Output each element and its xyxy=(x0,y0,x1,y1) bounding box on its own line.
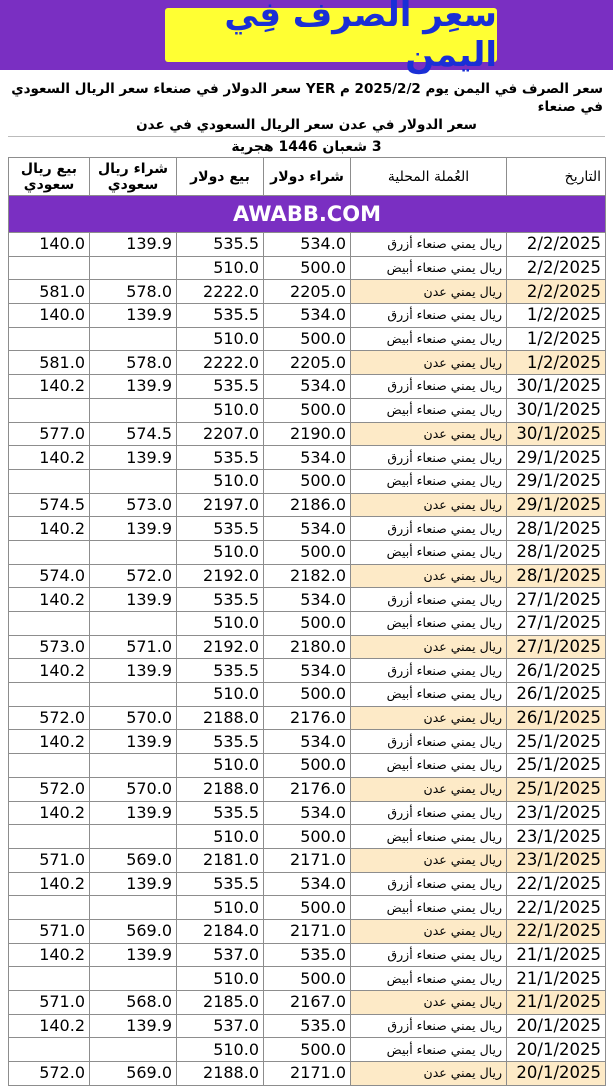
cell-sell-sar: 140.2 xyxy=(9,659,90,683)
cell-sell-sar: 572.0 xyxy=(9,777,90,801)
cell-buy-sar: 139.9 xyxy=(90,943,177,967)
cell-buy-sar: 571.0 xyxy=(90,635,177,659)
cell-sell-usd: 510.0 xyxy=(177,1038,264,1062)
cell-sell-sar: 573.0 xyxy=(9,635,90,659)
cell-buy-sar xyxy=(90,1038,177,1062)
cell-buy-sar: 569.0 xyxy=(90,1062,177,1086)
cell-date: 2/2/2025 xyxy=(507,233,606,257)
cell-date: 23/1/2025 xyxy=(507,848,606,872)
cell-buy-sar: 139.9 xyxy=(90,446,177,470)
table-row xyxy=(9,351,606,375)
cell-buy-sar: 573.0 xyxy=(90,493,177,517)
table-row xyxy=(9,469,606,493)
cell-date: 26/1/2025 xyxy=(507,706,606,730)
cell-sell-usd: 2185.0 xyxy=(177,991,264,1015)
cell-sell-sar: 140.2 xyxy=(9,517,90,541)
cell-buy-usd: 2205.0 xyxy=(264,280,351,304)
cell-buy-usd: 2171.0 xyxy=(264,919,351,943)
cell-date: 26/1/2025 xyxy=(507,659,606,683)
table-row xyxy=(9,706,606,730)
cell-date: 30/1/2025 xyxy=(507,422,606,446)
cell-date: 1/2/2025 xyxy=(507,304,606,328)
table-row xyxy=(9,825,606,849)
hijri-date: 3 شعبان 1446 هجرية xyxy=(8,136,605,157)
cell-date: 29/1/2025 xyxy=(507,446,606,470)
cell-buy-usd: 500.0 xyxy=(264,327,351,351)
cell-buy-sar: 578.0 xyxy=(90,351,177,375)
table-row xyxy=(9,919,606,943)
cell-sell-usd: 510.0 xyxy=(177,896,264,920)
table-row xyxy=(9,540,606,564)
cell-currency: ريال يمني عدن xyxy=(351,848,507,872)
cell-date: 25/1/2025 xyxy=(507,754,606,778)
table-row xyxy=(9,683,606,707)
table-row xyxy=(9,635,606,659)
table-row xyxy=(9,777,606,801)
cell-date: 1/2/2025 xyxy=(507,327,606,351)
col-header-date: التاريخ xyxy=(507,158,606,196)
cell-buy-usd: 500.0 xyxy=(264,896,351,920)
table-row xyxy=(9,493,606,517)
cell-buy-sar: 569.0 xyxy=(90,848,177,872)
cell-buy-sar xyxy=(90,683,177,707)
cell-currency: ريال يمني صنعاء أبيض xyxy=(351,683,507,707)
cell-sell-sar: 140.2 xyxy=(9,730,90,754)
cell-sell-sar xyxy=(9,398,90,422)
cell-buy-usd: 2167.0 xyxy=(264,991,351,1015)
cell-buy-usd: 500.0 xyxy=(264,612,351,636)
cell-buy-usd: 2182.0 xyxy=(264,564,351,588)
cell-sell-sar: 140.2 xyxy=(9,446,90,470)
cell-currency: ريال يمني صنعاء أزرق xyxy=(351,375,507,399)
table-row xyxy=(9,588,606,612)
cell-buy-usd: 2190.0 xyxy=(264,422,351,446)
cell-buy-usd: 500.0 xyxy=(264,256,351,280)
col-header-sell-sar: بيع ريال سعودي xyxy=(9,158,90,196)
cell-date: 25/1/2025 xyxy=(507,777,606,801)
cell-currency: ريال يمني صنعاء أزرق xyxy=(351,588,507,612)
table-row xyxy=(9,256,606,280)
cell-buy-usd: 2176.0 xyxy=(264,777,351,801)
cell-date: 21/1/2025 xyxy=(507,967,606,991)
cell-currency: ريال يمني عدن xyxy=(351,493,507,517)
cell-buy-usd: 2171.0 xyxy=(264,848,351,872)
table-row xyxy=(9,612,606,636)
cell-sell-usd: 535.5 xyxy=(177,446,264,470)
cell-currency: ريال يمني صنعاء أزرق xyxy=(351,304,507,328)
cell-sell-sar xyxy=(9,612,90,636)
table-row xyxy=(9,1062,606,1086)
cell-sell-sar: 571.0 xyxy=(9,919,90,943)
table-row xyxy=(9,943,606,967)
cell-currency: ريال يمني عدن xyxy=(351,422,507,446)
cell-date: 22/1/2025 xyxy=(507,919,606,943)
cell-date: 25/1/2025 xyxy=(507,730,606,754)
cell-sell-usd: 535.5 xyxy=(177,517,264,541)
cell-sell-usd: 2222.0 xyxy=(177,280,264,304)
cell-buy-sar: 570.0 xyxy=(90,777,177,801)
cell-sell-sar: 140.2 xyxy=(9,375,90,399)
cell-currency: ريال يمني صنعاء أبيض xyxy=(351,967,507,991)
table-row xyxy=(9,327,606,351)
cell-currency: ريال يمني صنعاء أزرق xyxy=(351,233,507,257)
cell-date: 28/1/2025 xyxy=(507,564,606,588)
cell-buy-usd: 534.0 xyxy=(264,304,351,328)
cell-sell-sar xyxy=(9,540,90,564)
cell-sell-usd: 2188.0 xyxy=(177,777,264,801)
cell-sell-usd: 535.5 xyxy=(177,730,264,754)
col-header-sell-usd: بيع دولار xyxy=(177,158,264,196)
cell-sell-usd: 510.0 xyxy=(177,327,264,351)
cell-currency: ريال يمني صنعاء أبيض xyxy=(351,398,507,422)
cell-sell-sar: 140.2 xyxy=(9,1014,90,1038)
cell-currency: ريال يمني صنعاء أبيض xyxy=(351,256,507,280)
cell-sell-usd: 510.0 xyxy=(177,469,264,493)
cell-sell-sar: 140.2 xyxy=(9,943,90,967)
cell-currency: ريال يمني صنعاء أزرق xyxy=(351,659,507,683)
cell-buy-sar: 139.9 xyxy=(90,304,177,328)
cell-buy-usd: 534.0 xyxy=(264,588,351,612)
cell-currency: ريال يمني عدن xyxy=(351,564,507,588)
cell-date: 23/1/2025 xyxy=(507,801,606,825)
cell-sell-usd: 510.0 xyxy=(177,825,264,849)
table-row xyxy=(9,801,606,825)
cell-buy-usd: 500.0 xyxy=(264,540,351,564)
cell-sell-usd: 535.5 xyxy=(177,375,264,399)
header-line-1: سعر الصرف في اليمن يوم 2025/2/2 م YER سعر الدولار في صنعاء سعر الريال السعودي في صنعاء xyxy=(11,81,603,115)
cell-sell-sar xyxy=(9,1038,90,1062)
table-row xyxy=(9,517,606,541)
cell-sell-sar: 140.2 xyxy=(9,872,90,896)
cell-sell-sar: 571.0 xyxy=(9,991,90,1015)
col-header-currency: العُملة المحلية xyxy=(351,158,507,196)
cell-date: 20/1/2025 xyxy=(507,1014,606,1038)
cell-buy-sar xyxy=(90,540,177,564)
cell-buy-sar xyxy=(90,398,177,422)
title-banner xyxy=(0,0,613,75)
cell-currency: ريال يمني صنعاء أزرق xyxy=(351,517,507,541)
table-row xyxy=(9,991,606,1015)
cell-currency: ريال يمني عدن xyxy=(351,991,507,1015)
cell-sell-sar: 577.0 xyxy=(9,422,90,446)
cell-currency: ريال يمني عدن xyxy=(351,635,507,659)
cell-sell-sar: 574.0 xyxy=(9,564,90,588)
cell-buy-usd: 534.0 xyxy=(264,375,351,399)
cell-sell-usd: 2192.0 xyxy=(177,635,264,659)
cell-currency: ريال يمني عدن xyxy=(351,706,507,730)
cell-currency: ريال يمني صنعاء أبيض xyxy=(351,896,507,920)
cell-sell-usd: 535.5 xyxy=(177,872,264,896)
cell-buy-usd: 534.0 xyxy=(264,659,351,683)
cell-sell-usd: 535.5 xyxy=(177,304,264,328)
cell-buy-sar xyxy=(90,256,177,280)
cell-sell-sar: 581.0 xyxy=(9,280,90,304)
cell-date: 27/1/2025 xyxy=(507,635,606,659)
cell-currency: ريال يمني صنعاء أبيض xyxy=(351,1038,507,1062)
cell-buy-sar: 569.0 xyxy=(90,919,177,943)
cell-date: 29/1/2025 xyxy=(507,469,606,493)
table-row xyxy=(9,446,606,470)
cell-currency: ريال يمني صنعاء أبيض xyxy=(351,754,507,778)
col-header-buy-sar: شراء ريال سعودي xyxy=(90,158,177,196)
cell-sell-usd: 2222.0 xyxy=(177,351,264,375)
table-row xyxy=(9,848,606,872)
cell-buy-sar xyxy=(90,327,177,351)
cell-buy-sar: 572.0 xyxy=(90,564,177,588)
cell-buy-sar: 139.9 xyxy=(90,233,177,257)
cell-sell-usd: 2207.0 xyxy=(177,422,264,446)
cell-buy-usd: 2176.0 xyxy=(264,706,351,730)
cell-buy-sar: 139.9 xyxy=(90,801,177,825)
cell-sell-usd: 2192.0 xyxy=(177,564,264,588)
cell-sell-sar xyxy=(9,256,90,280)
cell-buy-usd: 500.0 xyxy=(264,398,351,422)
cell-sell-usd: 2188.0 xyxy=(177,706,264,730)
cell-buy-sar: 139.9 xyxy=(90,588,177,612)
cell-sell-usd: 535.5 xyxy=(177,588,264,612)
cell-buy-usd: 534.0 xyxy=(264,801,351,825)
cell-sell-sar xyxy=(9,327,90,351)
cell-buy-usd: 534.0 xyxy=(264,730,351,754)
cell-currency: ريال يمني صنعاء أبيض xyxy=(351,327,507,351)
cell-currency: ريال يمني صنعاء أزرق xyxy=(351,801,507,825)
cell-currency: ريال يمني صنعاء أزرق xyxy=(351,730,507,754)
cell-sell-sar: 581.0 xyxy=(9,351,90,375)
cell-buy-sar: 139.9 xyxy=(90,1014,177,1038)
cell-buy-sar: 139.9 xyxy=(90,730,177,754)
cell-buy-sar: 574.5 xyxy=(90,422,177,446)
header-line-2: سعر الدولار في عدن سعر الريال السعودي في عدن xyxy=(136,117,477,133)
cell-buy-sar: 139.9 xyxy=(90,659,177,683)
cell-buy-sar xyxy=(90,825,177,849)
cell-currency: ريال يمني عدن xyxy=(351,919,507,943)
cell-sell-usd: 535.5 xyxy=(177,801,264,825)
cell-sell-sar: 572.0 xyxy=(9,1062,90,1086)
cell-buy-sar xyxy=(90,896,177,920)
cell-date: 2/2/2025 xyxy=(507,280,606,304)
cell-buy-sar: 139.9 xyxy=(90,375,177,399)
cell-currency: ريال يمني صنعاء أبيض xyxy=(351,469,507,493)
cell-sell-usd: 537.0 xyxy=(177,1014,264,1038)
cell-buy-sar: 139.9 xyxy=(90,872,177,896)
cell-currency: ريال يمني صنعاء أزرق xyxy=(351,446,507,470)
cell-buy-usd: 535.0 xyxy=(264,1014,351,1038)
cell-date: 23/1/2025 xyxy=(507,825,606,849)
cell-sell-usd: 535.5 xyxy=(177,233,264,257)
cell-buy-usd: 500.0 xyxy=(264,754,351,778)
cell-sell-sar xyxy=(9,967,90,991)
cell-date: 1/2/2025 xyxy=(507,351,606,375)
table-row xyxy=(9,967,606,991)
cell-buy-usd: 500.0 xyxy=(264,469,351,493)
page-title: سعِر الصرف فِي اليمن xyxy=(165,8,497,62)
cell-date: 22/1/2025 xyxy=(507,896,606,920)
cell-currency: ريال يمني صنعاء أبيض xyxy=(351,540,507,564)
cell-sell-usd: 537.0 xyxy=(177,943,264,967)
cell-currency: ريال يمني صنعاء أزرق xyxy=(351,872,507,896)
table-row xyxy=(9,872,606,896)
table-row xyxy=(9,730,606,754)
col-header-buy-usd: شراء دولار xyxy=(264,158,351,196)
cell-buy-usd: 2171.0 xyxy=(264,1062,351,1086)
cell-buy-sar: 139.9 xyxy=(90,517,177,541)
cell-currency: ريال يمني عدن xyxy=(351,280,507,304)
site-label[interactable]: AWABB.COM xyxy=(9,196,606,233)
table-row xyxy=(9,398,606,422)
table-row xyxy=(9,1038,606,1062)
cell-sell-sar xyxy=(9,896,90,920)
cell-buy-sar xyxy=(90,612,177,636)
cell-sell-sar: 140.2 xyxy=(9,801,90,825)
table-row xyxy=(9,1014,606,1038)
cell-sell-usd: 2184.0 xyxy=(177,919,264,943)
cell-sell-sar xyxy=(9,825,90,849)
table-row xyxy=(9,233,606,257)
table-row xyxy=(9,564,606,588)
table-row xyxy=(9,375,606,399)
cell-buy-sar xyxy=(90,967,177,991)
cell-sell-sar xyxy=(9,683,90,707)
cell-date: 30/1/2025 xyxy=(507,375,606,399)
cell-buy-usd: 500.0 xyxy=(264,1038,351,1062)
table-row xyxy=(9,896,606,920)
cell-buy-usd: 534.0 xyxy=(264,233,351,257)
cell-buy-usd: 500.0 xyxy=(264,825,351,849)
cell-buy-usd: 2180.0 xyxy=(264,635,351,659)
cell-date: 28/1/2025 xyxy=(507,517,606,541)
table-row xyxy=(9,659,606,683)
cell-buy-sar xyxy=(90,754,177,778)
cell-buy-usd: 500.0 xyxy=(264,967,351,991)
cell-buy-sar: 568.0 xyxy=(90,991,177,1015)
cell-currency: ريال يمني صنعاء أزرق xyxy=(351,1014,507,1038)
cell-sell-sar: 571.0 xyxy=(9,848,90,872)
cell-buy-usd: 535.0 xyxy=(264,943,351,967)
cell-sell-usd: 2188.0 xyxy=(177,1062,264,1086)
cell-sell-usd: 510.0 xyxy=(177,754,264,778)
cell-sell-sar xyxy=(9,469,90,493)
site-banner-row xyxy=(9,196,606,233)
cell-currency: ريال يمني صنعاء أبيض xyxy=(351,612,507,636)
cell-buy-usd: 534.0 xyxy=(264,872,351,896)
cell-date: 21/1/2025 xyxy=(507,943,606,967)
cell-sell-usd: 2181.0 xyxy=(177,848,264,872)
cell-sell-usd: 510.0 xyxy=(177,256,264,280)
cell-date: 20/1/2025 xyxy=(507,1062,606,1086)
table-row xyxy=(9,304,606,328)
cell-sell-sar xyxy=(9,754,90,778)
cell-currency: ريال يمني عدن xyxy=(351,1062,507,1086)
cell-date: 27/1/2025 xyxy=(507,588,606,612)
cell-buy-sar: 570.0 xyxy=(90,706,177,730)
cell-buy-usd: 500.0 xyxy=(264,683,351,707)
cell-date: 27/1/2025 xyxy=(507,612,606,636)
cell-buy-sar: 578.0 xyxy=(90,280,177,304)
cell-date: 2/2/2025 xyxy=(507,256,606,280)
cell-sell-sar: 140.2 xyxy=(9,588,90,612)
cell-currency: ريال يمني عدن xyxy=(351,351,507,375)
table-header-row xyxy=(9,158,606,196)
cell-currency: ريال يمني عدن xyxy=(351,777,507,801)
cell-buy-sar xyxy=(90,469,177,493)
cell-buy-usd: 534.0 xyxy=(264,517,351,541)
table-row xyxy=(9,280,606,304)
cell-date: 28/1/2025 xyxy=(507,540,606,564)
cell-sell-usd: 510.0 xyxy=(177,612,264,636)
cell-currency: ريال يمني صنعاء أزرق xyxy=(351,943,507,967)
cell-sell-sar: 140.0 xyxy=(9,304,90,328)
cell-sell-usd: 510.0 xyxy=(177,540,264,564)
cell-sell-sar: 140.0 xyxy=(9,233,90,257)
rates-table xyxy=(8,157,606,1086)
table-row xyxy=(9,422,606,446)
header-description xyxy=(10,80,603,134)
cell-sell-usd: 510.0 xyxy=(177,398,264,422)
cell-sell-usd: 535.5 xyxy=(177,659,264,683)
cell-date: 26/1/2025 xyxy=(507,683,606,707)
cell-buy-usd: 2205.0 xyxy=(264,351,351,375)
cell-sell-usd: 510.0 xyxy=(177,683,264,707)
cell-sell-sar: 574.5 xyxy=(9,493,90,517)
table-row xyxy=(9,754,606,778)
cell-date: 20/1/2025 xyxy=(507,1038,606,1062)
cell-date: 21/1/2025 xyxy=(507,991,606,1015)
cell-currency: ريال يمني صنعاء أبيض xyxy=(351,825,507,849)
cell-date: 30/1/2025 xyxy=(507,398,606,422)
cell-date: 29/1/2025 xyxy=(507,493,606,517)
cell-sell-usd: 510.0 xyxy=(177,967,264,991)
cell-buy-usd: 534.0 xyxy=(264,446,351,470)
cell-buy-usd: 2186.0 xyxy=(264,493,351,517)
cell-sell-usd: 2197.0 xyxy=(177,493,264,517)
cell-date: 22/1/2025 xyxy=(507,872,606,896)
cell-sell-sar: 572.0 xyxy=(9,706,90,730)
